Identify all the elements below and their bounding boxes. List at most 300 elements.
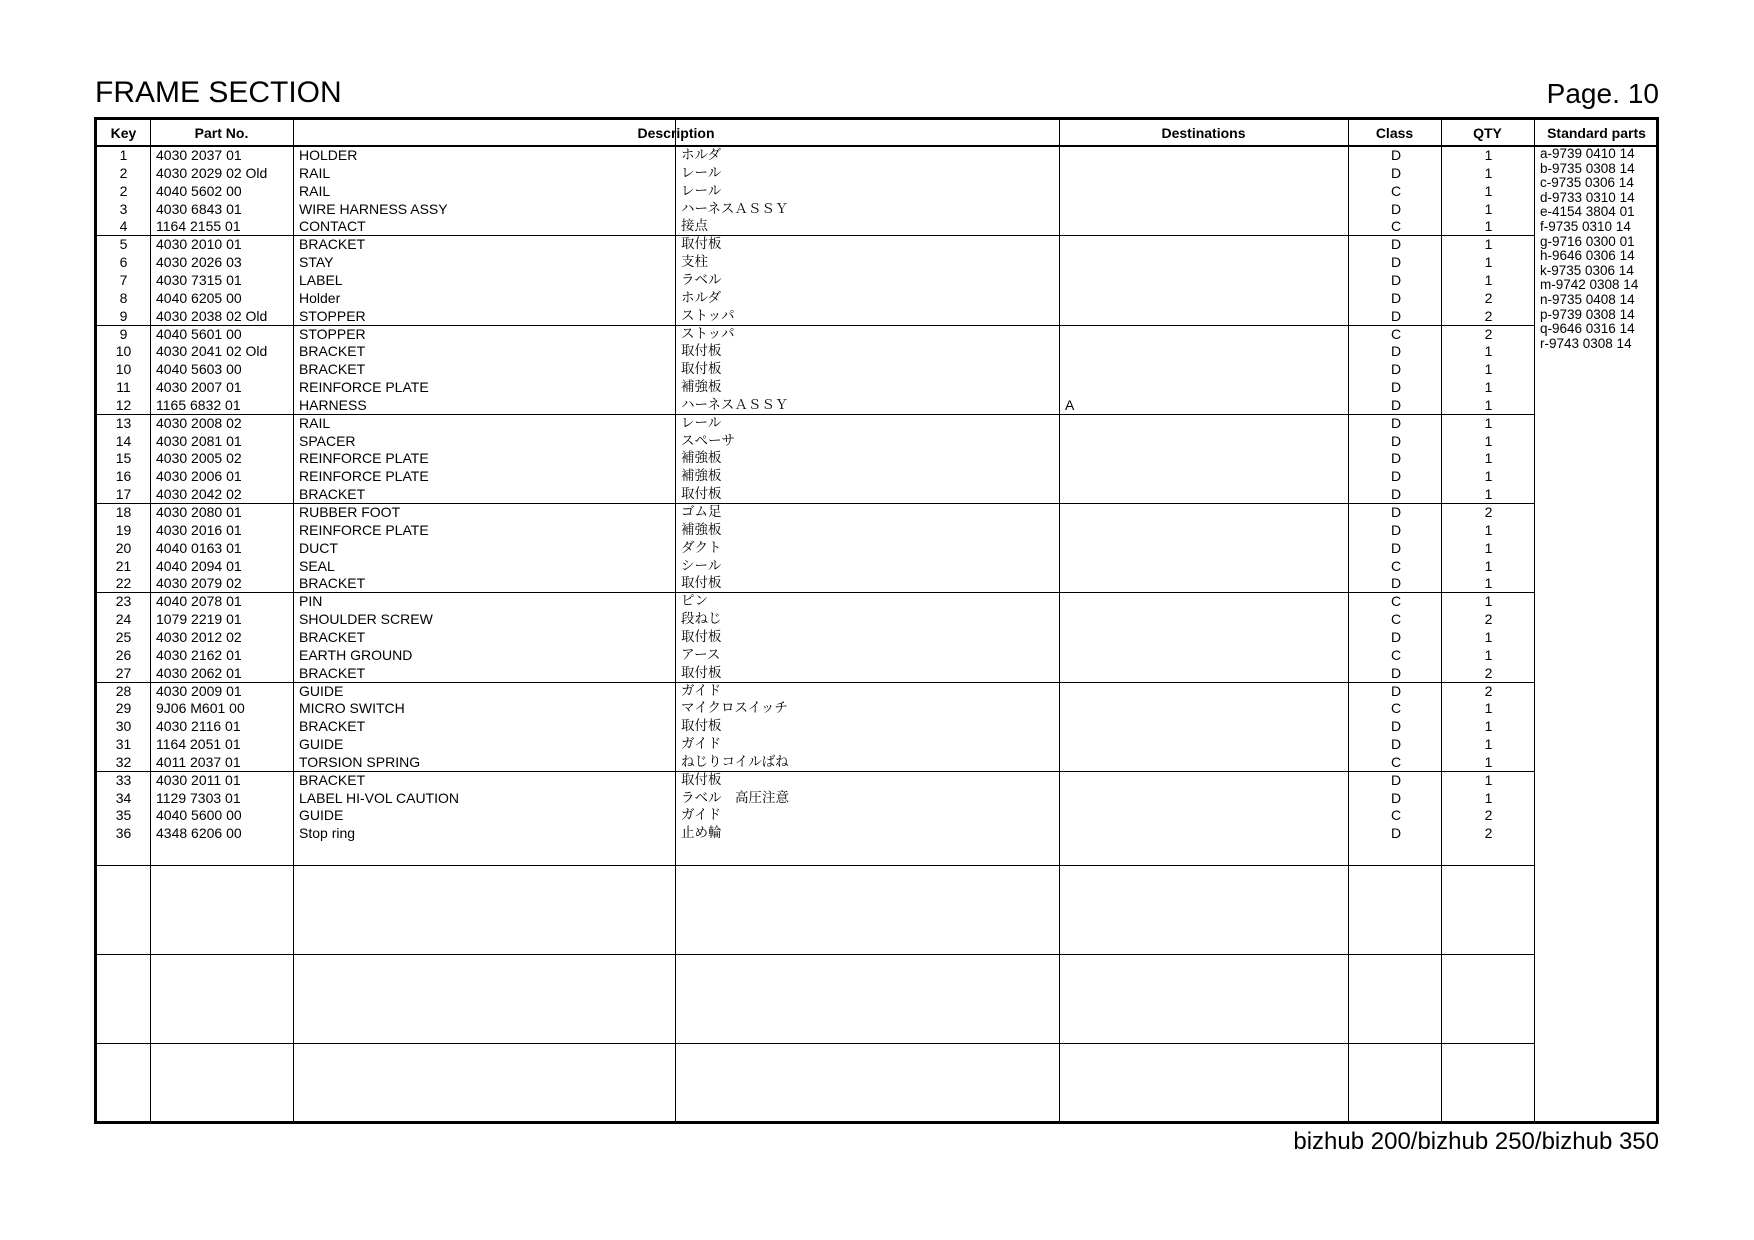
row-description-en: BRACKET: [299, 628, 366, 645]
row-qty: 1: [1484, 718, 1493, 735]
row-description-en: TORSION SPRING: [299, 753, 421, 770]
row-part-no: 4040 5600 00: [156, 807, 242, 824]
row-part-no: 4040 6205 00: [156, 289, 242, 306]
table-row: [97, 522, 1535, 540]
row-group-divider: [97, 503, 1534, 504]
standard-part-item: m-9742 0308 14: [1540, 277, 1639, 293]
page-title: FRAME SECTION: [95, 76, 342, 109]
row-key: 22: [115, 575, 132, 592]
row-qty: 2: [1484, 289, 1493, 306]
row-description-jp: ストッパ: [681, 307, 735, 324]
header-part-no: Part No.: [194, 125, 249, 141]
row-description-en: BRACKET: [299, 718, 366, 735]
row-key: 9: [119, 325, 128, 342]
table-row: [97, 575, 1535, 593]
row-key: 29: [115, 700, 132, 717]
row-description-en: GUIDE: [299, 682, 344, 699]
row-class: C: [1390, 182, 1402, 199]
table-row: [97, 629, 1535, 647]
row-qty: 1: [1484, 593, 1493, 610]
row-part-no: 4030 2116 01: [156, 718, 241, 735]
row-part-no: 4030 2042 02: [156, 486, 242, 503]
row-class: D: [1390, 343, 1402, 360]
row-description-en: REINFORCE PLATE: [299, 521, 429, 538]
row-description-jp: ラベル: [681, 271, 722, 288]
row-key: 13: [115, 414, 132, 431]
row-description-jp: ピン: [681, 593, 708, 610]
row-class: D: [1390, 361, 1402, 378]
row-class: D: [1390, 271, 1402, 288]
row-part-no: 4030 2038 02 Old: [156, 307, 268, 324]
row-qty: 2: [1484, 682, 1493, 699]
row-class: D: [1390, 432, 1402, 449]
row-class: D: [1390, 450, 1402, 467]
row-description-jp: ホルダ: [681, 289, 721, 306]
row-class: D: [1390, 468, 1402, 485]
row-part-no: 4030 2009 01: [156, 682, 242, 699]
row-class: D: [1390, 147, 1402, 163]
standard-parts-list: [1540, 147, 1660, 351]
standard-part-item: n-9735 0408 14: [1540, 291, 1635, 307]
standard-part-item: h-9646 0306 14: [1540, 248, 1635, 264]
row-qty: 1: [1484, 271, 1493, 288]
table-row: [97, 361, 1535, 379]
row-class: D: [1390, 575, 1402, 592]
row-description-jp: ラベル 高圧注意: [681, 789, 789, 806]
row-key: 20: [115, 539, 132, 556]
table-row: [97, 665, 1535, 683]
row-class: D: [1390, 521, 1402, 538]
row-part-no: 4030 2007 01: [156, 379, 242, 396]
row-description-en: HOLDER: [299, 147, 358, 163]
table-row: [97, 504, 1535, 522]
row-description-en: Holder: [299, 289, 341, 306]
row-key: 10: [115, 343, 132, 360]
row-description-jp: 取付板: [681, 628, 722, 645]
row-description-en: RAIL: [299, 414, 331, 431]
row-group-divider: [97, 414, 1534, 415]
row-description-en: REINFORCE PLATE: [299, 450, 429, 467]
row-key: 3: [119, 200, 128, 217]
standard-part-item: g-9716 0300 01: [1540, 233, 1635, 249]
row-key: 2: [119, 164, 128, 181]
table-row: [97, 218, 1535, 236]
row-qty: 1: [1484, 414, 1493, 431]
header-class: Class: [1375, 125, 1414, 141]
row-key: 19: [115, 521, 132, 538]
table-row: [97, 450, 1535, 468]
row-qty: 1: [1484, 539, 1493, 556]
row-class: C: [1390, 218, 1402, 235]
row-description-en: BRACKET: [299, 771, 366, 788]
row-description-jp: 補強板: [681, 450, 722, 467]
row-key: 34: [115, 789, 132, 806]
standard-part-item: e-4154 3804 01: [1540, 204, 1635, 220]
row-part-no: 4030 2016 01: [156, 521, 242, 538]
row-part-no: 1164 2155 01: [156, 218, 241, 235]
table-row: [97, 718, 1535, 736]
row-description-jp: スペーサ: [681, 432, 735, 449]
row-key: 9: [119, 307, 128, 324]
row-key: 7: [119, 271, 128, 288]
row-description-en: STOPPER: [299, 307, 366, 324]
row-part-no: 4030 2012 02: [156, 628, 242, 645]
row-qty: 2: [1484, 807, 1493, 824]
table-row: [97, 683, 1535, 701]
row-description-en: WIRE HARNESS ASSY: [299, 200, 448, 217]
row-class: C: [1390, 753, 1402, 770]
row-description-en: BRACKET: [299, 664, 366, 681]
row-class: C: [1390, 646, 1402, 663]
row-qty: 1: [1484, 700, 1493, 717]
row-class: D: [1390, 164, 1402, 181]
row-description-jp: 取付板: [681, 361, 722, 378]
row-description-en: GUIDE: [299, 736, 344, 753]
table-row: [97, 326, 1535, 344]
parts-table: [94, 117, 1659, 1124]
row-class: D: [1390, 718, 1402, 735]
row-class: C: [1390, 700, 1402, 717]
row-description-jp: 取付板: [681, 718, 722, 735]
table-row: [97, 343, 1535, 361]
row-class: D: [1390, 789, 1402, 806]
row-class: C: [1390, 325, 1402, 342]
row-key: 30: [115, 718, 132, 735]
row-qty: 1: [1484, 521, 1493, 538]
row-key: 5: [119, 236, 128, 253]
row-class: D: [1390, 200, 1402, 217]
row-description-en: SHOULDER SCREW: [299, 611, 433, 628]
table-row: [97, 165, 1535, 183]
table-row: [97, 611, 1535, 629]
row-part-no: 1129 7303 01: [156, 789, 241, 806]
row-qty: 1: [1484, 343, 1493, 360]
row-key: 11: [116, 379, 131, 396]
row-class: D: [1390, 379, 1402, 396]
row-class: D: [1390, 396, 1402, 413]
row-group-divider: [97, 682, 1534, 683]
row-description-en: RAIL: [299, 164, 331, 181]
row-key: 35: [115, 807, 132, 824]
table-row: [97, 183, 1535, 201]
row-part-no: 4040 5601 00: [156, 325, 242, 342]
row-description-jp: レール: [681, 182, 722, 199]
row-description-en: SEAL: [299, 557, 335, 574]
page-number-value: 10: [1627, 78, 1659, 109]
standard-part-item: r-9743 0308 14: [1540, 335, 1632, 351]
row-description-jp: 補強板: [681, 468, 722, 485]
row-description-jp: ダクト: [681, 539, 722, 556]
table-row: [97, 772, 1535, 790]
row-part-no: 4040 5602 00: [156, 182, 242, 199]
row-part-no: 4030 6843 01: [156, 200, 242, 217]
table-row: [97, 486, 1535, 504]
row-qty: 1: [1484, 361, 1493, 378]
row-description-jp: マイクロスイッチ: [681, 700, 788, 717]
row-description-jp: ホルダ: [681, 147, 721, 163]
row-qty: 1: [1484, 789, 1493, 806]
row-description-en: STOPPER: [299, 325, 366, 342]
row-group-divider: [97, 592, 1534, 593]
table-row: [97, 825, 1535, 843]
row-part-no: 1165 6832 01: [156, 396, 241, 413]
row-key: 28: [115, 682, 132, 699]
row-qty: 1: [1484, 432, 1493, 449]
table-row: [97, 700, 1535, 718]
row-class: D: [1390, 486, 1402, 503]
row-description-jp: 段ねじ: [681, 611, 722, 628]
row-description-jp: レール: [681, 414, 722, 431]
row-key: 27: [115, 664, 132, 681]
row-description-en: BRACKET: [299, 236, 366, 253]
row-description-en: REINFORCE PLATE: [299, 379, 429, 396]
row-group-divider: [97, 325, 1534, 326]
row-key: 17: [115, 486, 132, 503]
row-description-en: LABEL HI-VOL CAUTION: [299, 789, 460, 806]
row-qty: 1: [1484, 557, 1493, 574]
row-part-no: 4040 2078 01: [156, 593, 242, 610]
row-key: 2: [119, 182, 128, 199]
row-class: D: [1390, 254, 1402, 271]
row-part-no: 4030 2162 01: [156, 646, 242, 663]
row-key: 4: [119, 218, 128, 235]
row-qty: 2: [1484, 307, 1493, 324]
row-description-jp: 支柱: [681, 254, 708, 271]
row-description-jp: 取付板: [681, 575, 722, 592]
page-number: [1539, 78, 1659, 110]
row-part-no: 4030 2011 01: [156, 771, 241, 788]
row-part-no: 1079 2219 01: [156, 611, 242, 628]
row-class: D: [1390, 504, 1402, 520]
row-part-no: 4030 2029 02 Old: [156, 164, 268, 181]
row-description-jp: ガイド: [681, 807, 722, 824]
standard-part-item: b-9735 0308 14: [1540, 160, 1635, 176]
header-qty: QTY: [1473, 125, 1502, 141]
table-row: [97, 790, 1535, 808]
row-key: 10: [115, 361, 132, 378]
row-key: 16: [115, 468, 132, 485]
empty-block-divider: [97, 954, 1534, 955]
row-qty: 1: [1484, 379, 1493, 396]
row-class: D: [1390, 664, 1402, 681]
row-key: 36: [115, 825, 132, 842]
row-description-en: CONTACT: [299, 218, 366, 235]
row-description-jp: ねじりコイルばね: [681, 753, 789, 770]
row-description-jp: 止め輪: [681, 825, 722, 842]
row-description-jp: レール: [681, 164, 722, 181]
standard-part-item: c-9735 0306 14: [1540, 175, 1634, 191]
row-key: 26: [115, 646, 132, 663]
row-qty: 1: [1484, 396, 1493, 413]
row-part-no: 4040 0163 01: [156, 539, 242, 556]
table-row: [97, 201, 1535, 219]
row-qty: 1: [1484, 200, 1493, 217]
row-description-jp: ガイド: [681, 736, 722, 753]
table-row: [97, 290, 1535, 308]
row-key: 12: [115, 396, 132, 413]
table-row: [97, 236, 1535, 254]
table-row: [97, 736, 1535, 754]
standard-part-item: a-9739 0410 14: [1540, 146, 1635, 161]
row-key: 23: [115, 593, 132, 610]
row-qty: 1: [1484, 753, 1493, 770]
row-description-en: BRACKET: [299, 575, 366, 592]
row-qty: 1: [1484, 771, 1493, 788]
row-key: 14: [115, 432, 132, 449]
table-row: [97, 593, 1535, 611]
row-qty: 1: [1484, 147, 1493, 163]
row-description-en: HARNESS: [299, 396, 367, 413]
row-class: C: [1390, 593, 1402, 610]
row-class: C: [1390, 557, 1402, 574]
row-qty: 1: [1484, 646, 1493, 663]
row-part-no: 4030 2080 01: [156, 504, 242, 520]
header-destinations: Destinations: [1161, 125, 1246, 141]
row-key: 25: [115, 628, 132, 645]
row-class: D: [1390, 825, 1402, 842]
row-description-en: STAY: [299, 254, 334, 271]
row-key: 15: [115, 450, 132, 467]
row-class: C: [1390, 611, 1402, 628]
row-description-en: REINFORCE PLATE: [299, 468, 429, 485]
row-qty: 2: [1484, 825, 1493, 842]
row-description-en: SPACER: [299, 432, 356, 449]
row-qty: 1: [1484, 450, 1493, 467]
table-row: [97, 540, 1535, 558]
row-class: D: [1390, 771, 1402, 788]
row-part-no: 4011 2037 01: [156, 753, 241, 770]
standard-part-item: k-9735 0306 14: [1540, 262, 1634, 278]
row-part-no: 4030 2037 01: [156, 147, 242, 163]
row-qty: 2: [1484, 325, 1493, 342]
row-part-no: 4030 2079 02: [156, 575, 242, 592]
row-part-no: 4040 5603 00: [156, 361, 242, 378]
row-key: 24: [115, 611, 132, 628]
row-description-en: RAIL: [299, 182, 331, 199]
row-key: 1: [119, 147, 128, 163]
table-row: [97, 254, 1535, 272]
row-description-jp: 取付板: [681, 664, 722, 681]
empty-block-divider: [97, 1043, 1534, 1044]
row-part-no: 4030 2008 02: [156, 414, 242, 431]
table-row: [97, 807, 1535, 825]
table-row: [97, 147, 1535, 165]
row-part-no: 1164 2051 01: [156, 736, 241, 753]
row-description-jp: 取付板: [681, 343, 722, 360]
row-description-jp: 補強板: [681, 379, 722, 396]
table-row: [97, 272, 1535, 290]
row-description-en: BRACKET: [299, 343, 366, 360]
row-description-en: EARTH GROUND: [299, 646, 413, 663]
row-part-no: 4030 2006 01: [156, 468, 242, 485]
row-destination: A: [1065, 396, 1075, 413]
row-qty: 1: [1484, 468, 1493, 485]
table-row: [97, 379, 1535, 397]
row-part-no: 4030 2005 02: [156, 450, 242, 467]
row-qty: 1: [1484, 736, 1493, 753]
row-description-jp: ストッパ: [681, 325, 735, 342]
row-description-en: DUCT: [299, 539, 338, 556]
row-key: 18: [115, 504, 132, 520]
row-qty: 1: [1484, 628, 1493, 645]
row-description-jp: 取付板: [681, 236, 722, 253]
row-part-no: 4030 7315 01: [156, 271, 242, 288]
row-class: C: [1390, 807, 1402, 824]
header-standard-parts: Standard parts: [1547, 125, 1646, 141]
row-key: 33: [115, 771, 132, 788]
row-class: D: [1390, 736, 1402, 753]
row-qty: 1: [1484, 218, 1493, 235]
header-description: Description: [637, 125, 715, 141]
header-key: Key: [110, 125, 137, 141]
row-description-jp: ハーネスＡＳＳＹ: [681, 200, 789, 217]
table-row: [97, 647, 1535, 665]
row-qty: 2: [1484, 504, 1493, 520]
row-part-no: 4030 2062 01: [156, 664, 242, 681]
row-description-en: BRACKET: [299, 361, 366, 378]
standard-part-item: d-9733 0310 14: [1540, 189, 1635, 205]
row-key: 21: [115, 557, 132, 574]
row-class: D: [1390, 307, 1402, 324]
row-description-en: LABEL: [299, 271, 343, 288]
row-description-en: Stop ring: [299, 825, 356, 842]
row-qty: 1: [1484, 575, 1493, 592]
standard-part-item: q-9646 0316 14: [1540, 321, 1635, 337]
row-class: D: [1390, 289, 1402, 306]
row-description-jp: アース: [681, 646, 721, 663]
row-class: D: [1390, 414, 1402, 431]
row-part-no: 4030 2010 01: [156, 236, 242, 253]
row-qty: 1: [1484, 254, 1493, 271]
row-class: D: [1390, 539, 1402, 556]
empty-block-divider: [97, 865, 1534, 866]
table-row: [97, 468, 1535, 486]
row-qty: 2: [1484, 664, 1493, 681]
row-description-jp: 補強板: [681, 521, 722, 538]
row-description-en: MICRO SWITCH: [299, 700, 405, 717]
row-key: 31: [115, 736, 132, 753]
table-row: [97, 415, 1535, 433]
row-qty: 1: [1484, 236, 1493, 253]
row-part-no: 4030 2081 01: [156, 432, 242, 449]
row-description-jp: ガイド: [681, 682, 722, 699]
row-part-no: 4040 2094 01: [156, 557, 242, 574]
row-part-no: 4030 2026 03: [156, 254, 242, 271]
row-key: 32: [115, 753, 132, 770]
row-description-en: RUBBER FOOT: [299, 504, 401, 520]
row-qty: 1: [1484, 486, 1493, 503]
table-row: [97, 308, 1535, 326]
row-class: D: [1390, 236, 1402, 253]
page-label: Page.: [1546, 78, 1620, 109]
row-description-jp: 取付板: [681, 486, 722, 503]
table-row: [97, 754, 1535, 772]
standard-part-item: f-9735 0310 14: [1540, 218, 1631, 234]
row-key: 8: [119, 289, 128, 306]
standard-part-item: p-9739 0308 14: [1540, 306, 1635, 322]
row-part-no: 4348 6206 00: [156, 825, 242, 842]
table-row: [97, 433, 1535, 451]
row-class: D: [1390, 628, 1402, 645]
row-class: D: [1390, 682, 1402, 699]
model-footer: bizhub 200/bizhub 250/bizhub 350: [1293, 1128, 1659, 1155]
row-description-jp: 接点: [681, 218, 708, 235]
row-description-jp: シール: [681, 557, 722, 574]
table-row: [97, 397, 1535, 415]
row-description-jp: ハーネスＡＳＳＹ: [681, 396, 789, 413]
row-part-no: 4030 2041 02 Old: [156, 343, 268, 360]
row-description-jp: ゴム足: [681, 504, 722, 520]
